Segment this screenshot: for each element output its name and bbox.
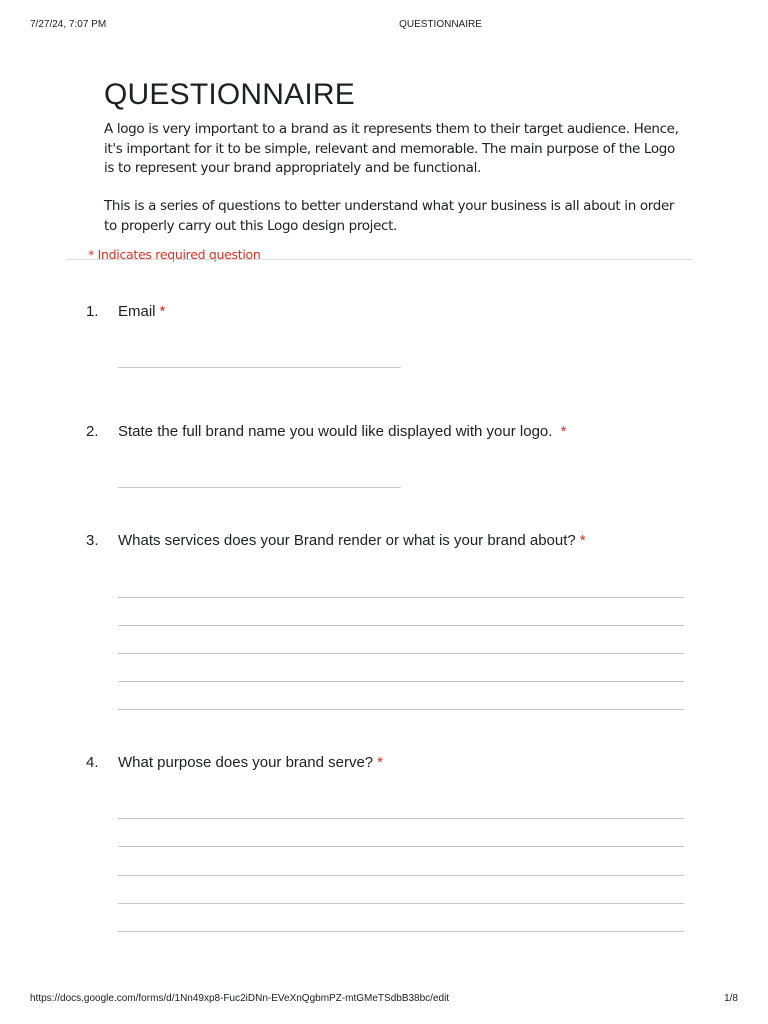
print-title: QUESTIONNAIRE [399, 19, 482, 30]
print-header [0, 19, 768, 33]
form-description-paragraph-1: A logo is very important to a brand as it represents them to their target audience. Hence, it's important for it to be simple, relevant and memorable. The main purpose of the Logo is to represent your brand appropriately and be functional. [104, 121, 679, 176]
question-number: 4. [86, 754, 99, 771]
question-label [118, 303, 165, 320]
required-asterisk: * [159, 303, 166, 320]
answer-line [118, 903, 684, 904]
question-label [118, 532, 586, 549]
answer-line [118, 625, 684, 626]
answer-line [118, 597, 684, 598]
question-text: Email [118, 303, 156, 320]
question-number: 3. [86, 532, 99, 549]
question-label [118, 423, 566, 440]
answer-line [118, 681, 684, 682]
print-url: https://docs.google.com/forms/d/1Nn49xp8-Fuc2iDNn-EVeXnQgbmPZ-mtGMeTSdbB38bc/edit [30, 993, 450, 1004]
brand-name-answer-field[interactable] [118, 487, 401, 488]
question-text: Whats services does your Brand render or what is your brand about? [118, 532, 576, 549]
header-divider [66, 259, 693, 260]
print-footer [0, 993, 768, 1007]
answer-line [118, 653, 684, 654]
print-page-number: 1/8 [724, 993, 738, 1004]
form-description-paragraph-2: This is a series of questions to better understand what your business is all about in order to properly carry out this Logo design project. [104, 198, 675, 234]
answer-line [118, 709, 684, 710]
question-label [118, 754, 383, 771]
answer-line [118, 818, 684, 819]
required-asterisk: * [377, 754, 383, 771]
answer-line [118, 931, 684, 932]
question-text: State the full brand name you would like displayed with your logo. [118, 423, 557, 440]
required-question-note: * Indicates required question [88, 247, 261, 262]
answer-line [118, 875, 684, 876]
question-text: What purpose does your brand serve? [118, 754, 374, 771]
question-number: 2. [86, 423, 99, 440]
question-number: 1. [86, 303, 99, 320]
email-answer-field[interactable] [118, 367, 401, 368]
answer-line [118, 846, 684, 847]
required-asterisk: * [560, 423, 567, 440]
form-title: QUESTIONNAIRE [104, 78, 355, 111]
required-asterisk: * [579, 532, 586, 549]
print-datetime: 7/27/24, 7:07 PM [30, 19, 107, 30]
